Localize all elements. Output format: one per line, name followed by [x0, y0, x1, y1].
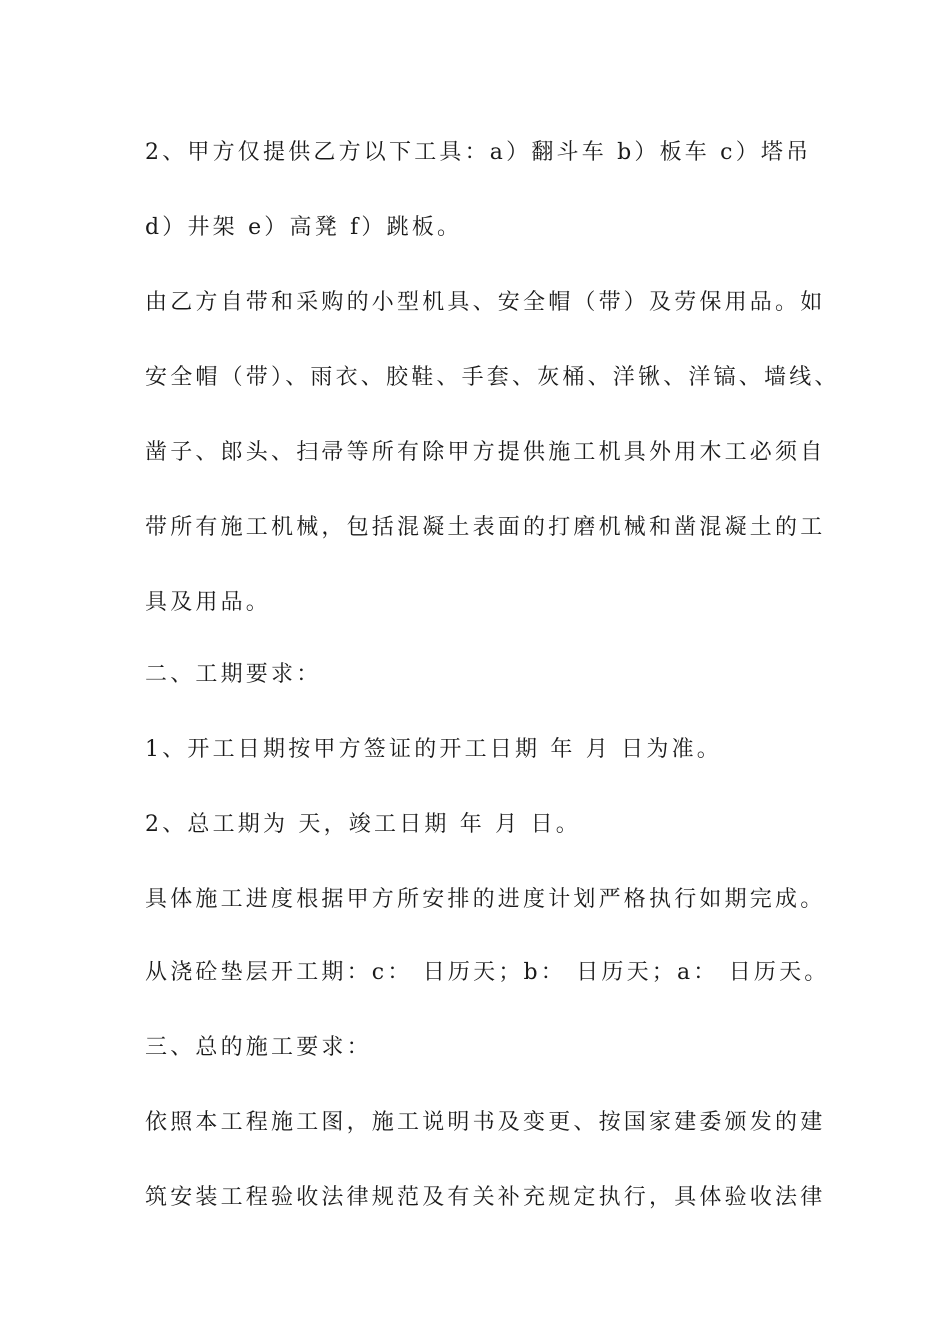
text-line: d）井架 e）高凳 f）跳板。 — [145, 215, 463, 240]
text-line: 具及用品。 — [145, 590, 272, 615]
text-line: 从浇砼垫层开工期：c： 日历天；b： 日历天；a： 日历天。 — [145, 960, 830, 985]
text-line: 依照本工程施工图，施工说明书及变更、按国家建委颁发的建 — [145, 1110, 826, 1135]
text-line: 具体施工进度根据甲方所安排的进度计划严格执行如期完成。 — [145, 887, 826, 912]
text-line: 带所有施工机械，包括混凝土表面的打磨机械和凿混凝土的工 — [145, 515, 826, 540]
text-line: 2、总工期为 天，竣工日期 年 月 日。 — [145, 812, 581, 837]
text-line: 凿子、郎头、扫帚等所有除甲方提供施工机具外用木工必须自 — [145, 440, 826, 465]
text-line: 筑安装工程验收法律规范及有关补充规定执行，具体验收法律 — [145, 1185, 826, 1210]
text-line: 1、开工日期按甲方签证的开工日期 年 月 日为准。 — [145, 737, 722, 762]
text-line: 安全帽（带）、雨衣、胶鞋、手套、灰桶、洋锹、洋镐、墙线、 — [145, 365, 840, 390]
section-heading: 三、总的施工要求： — [145, 1035, 372, 1060]
text-line: 由乙方自带和采购的小型机具、安全帽（带）及劳保用品。如 — [145, 290, 826, 315]
section-heading: 二、工期要求： — [145, 662, 322, 687]
text-line: 2、甲方仅提供乙方以下工具：a）翻斗车 b）板车 c）塔吊 — [145, 140, 812, 165]
